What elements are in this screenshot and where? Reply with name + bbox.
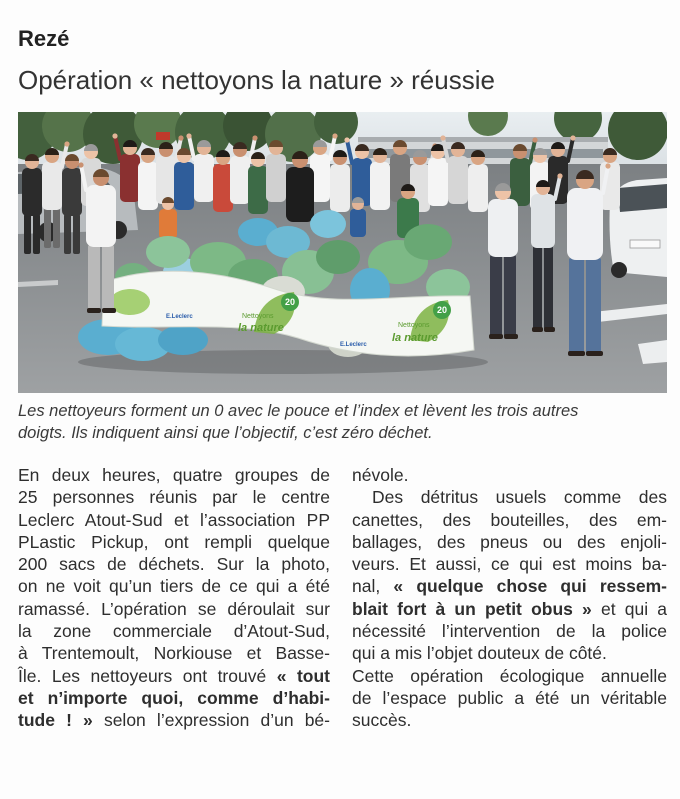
banner-text-line1: Nettoyons xyxy=(242,313,274,320)
article-column-right xyxy=(352,464,667,732)
body-line: succès. xyxy=(352,710,412,731)
banner-text-line2: la nature xyxy=(238,322,284,334)
body-text: et qui a xyxy=(600,598,668,619)
article-photo xyxy=(18,112,667,393)
body-line xyxy=(352,575,667,597)
body-line: Leclerc Atout-Sud et l’association PP xyxy=(18,509,330,530)
article-column-left xyxy=(18,464,330,732)
banner-text-line2: la nature xyxy=(392,332,438,344)
banner-badge: 20 xyxy=(284,297,296,307)
body-line xyxy=(18,709,330,731)
quote-text: tude ! » xyxy=(18,710,93,731)
body-text: selon l’expression d’un bé- xyxy=(103,710,330,731)
body-line: on ne voit qu’un tiers de ce qui a été xyxy=(18,576,330,597)
body-line: de l’espace public a été un véritable xyxy=(352,687,667,708)
body-line: veurs. Et aussi, ce qui est moins ba- xyxy=(352,554,667,575)
body-line xyxy=(18,665,330,687)
quote-line: et n’importe quoi, comme d’habi- xyxy=(18,687,330,708)
body-line: canettes, des bouteilles, des em- xyxy=(352,509,667,530)
body-line: à Trentemoult, Norkiouse et Basse- xyxy=(18,643,330,664)
body-line: Cette opération écologique annuelle xyxy=(352,665,667,686)
photo-caption xyxy=(18,400,578,444)
body-line: 200 sacs de déchets. Sur la photo, xyxy=(18,554,330,575)
quote-text: « tout xyxy=(276,665,330,686)
banner-badge: 20 xyxy=(436,305,448,315)
body-line: la zone commerciale d’Atout-Sud, xyxy=(18,621,330,642)
body-line: névole. xyxy=(352,465,409,485)
banner-text-line1: Nettoyons xyxy=(398,322,430,329)
body-text: Île. Les nettoyeurs ont trouvé xyxy=(18,665,267,686)
photo-scene xyxy=(18,112,667,393)
body-text: nal, xyxy=(352,576,381,597)
body-line: ramassé. L’opération se déroulait sur xyxy=(18,598,330,619)
banner-brand: E.Leclerc xyxy=(166,314,193,320)
banner-brand: E.Leclerc xyxy=(340,342,367,348)
body-line: Des détritus usuels comme des xyxy=(372,487,667,508)
body-line: nécessité l’intervention de la police xyxy=(352,621,667,642)
body-line: PLastic Pickup, ont rempli quelque xyxy=(18,531,330,552)
section-label: Rezé xyxy=(18,26,70,51)
body-line: 25 personnes réunis par le centre xyxy=(18,487,330,508)
caption-line: Les nettoyeurs forment un 0 avec le pouce et l’index et lèvent les trois autres xyxy=(18,402,579,420)
body-line: ballages, des pneus ou des enjoli- xyxy=(352,531,667,552)
quote-text: blait fort à un petit obus » xyxy=(352,598,592,619)
article-headline: Opération « nettoyons la nature » réussie xyxy=(18,65,495,95)
body-line xyxy=(352,598,667,620)
quote-text: « quelque chose qui ressem- xyxy=(393,576,667,597)
body-line: qui a mis l’objet douteux de côté. xyxy=(352,643,607,664)
body-line: En deux heures, quatre groupes de xyxy=(18,465,330,485)
person xyxy=(350,197,366,237)
caption-line: doigts. Ils indiquent ainsi que l’objectif, c’est zéro déchet. xyxy=(18,424,433,442)
